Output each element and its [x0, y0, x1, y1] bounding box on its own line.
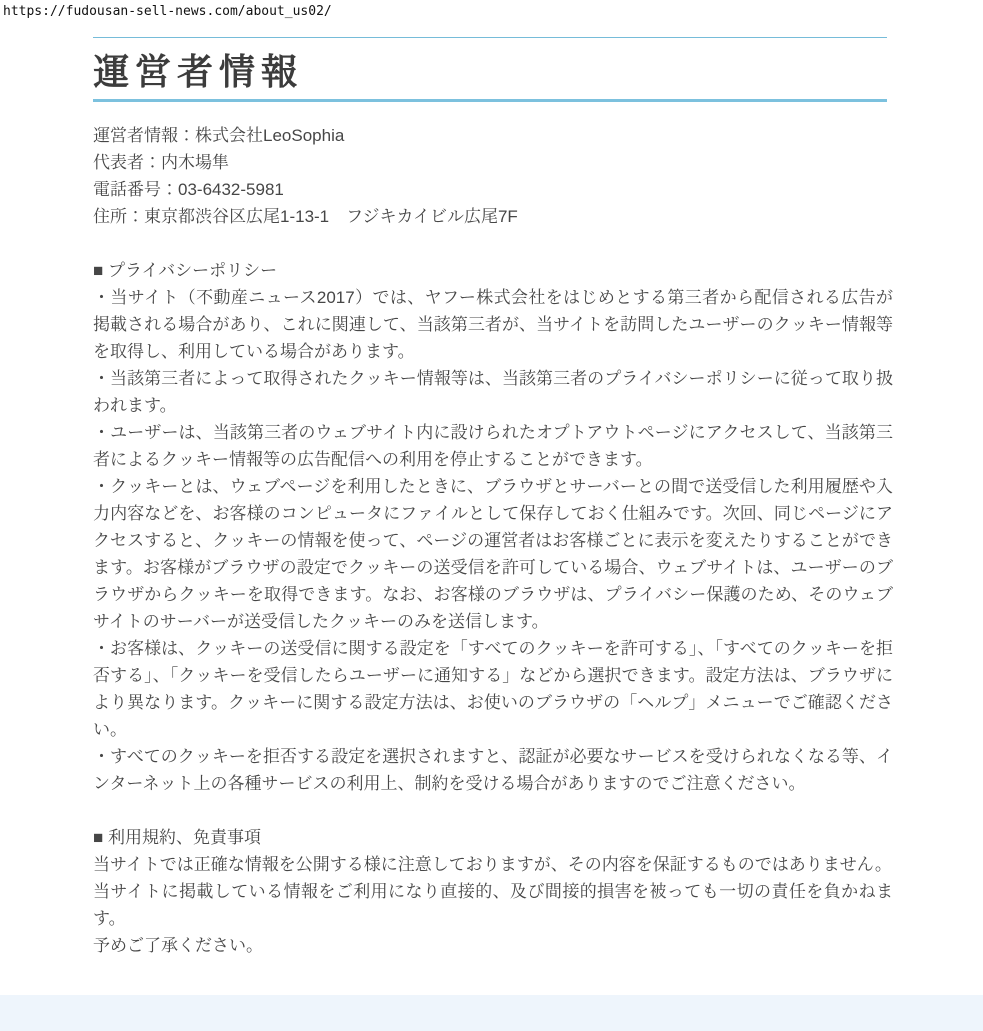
- accent-line-bottom: [93, 99, 887, 102]
- main-content: [93, 37, 893, 959]
- privacy-policy-paragraph: ・当該第三者によって取得されたクッキー情報等は、当該第三者のプライバシーポリシーに従って取り扱われます。: [93, 369, 893, 415]
- footer-bar: [0, 995, 983, 1031]
- privacy-policy-paragraph: ・クッキーとは、ウェブページを利用したときに、ブラウザとサーバーとの間で送受信した利用履歴や入力内容などを、お客様のコンピュータにファイルとして保存しておく仕組みです。次回、同じページにアクセスすると、クッキーの情報を使って、ページの運営者はお客様ごとに表示を変えたりすることができます。お客様がブラウザの設定でクッキーの送受信を許可している場合、ウェブサイトは、ユーザーのブラウザからクッキーを取得できます。なお、お客様のブラウザは、プライバシー保護のため、そのウェブサイトのサーバーが送受信したクッキーのみを送信します。: [93, 477, 893, 631]
- privacy-policy-paragraph: ・お客様は、クッキーの送受信に関する設定を「すべてのクッキーを許可する」、「すべてのクッキーを拒否する」、「クッキーを受信したらユーザーに通知する」などから選択できます。設定方法は、ブラウザにより異なります。クッキーに関する設定方法は、お使いのブラウザの「ヘルプ」メニューでご確認ください。: [93, 639, 893, 739]
- privacy-policy-paragraph: ・ユーザーは、当該第三者のウェブサイト内に設けられたオプトアウトページにアクセスして、当該第三者によるクッキー情報等の広告配信への利用を停止することができます。: [93, 423, 893, 469]
- page-title: 運営者情報: [93, 51, 304, 92]
- operator-phone-line: 電話番号：03-6432-5981: [93, 180, 284, 199]
- privacy-policy-heading: ■ プライバシーポリシー: [93, 261, 278, 280]
- terms-paragraph: 当サイトに掲載している情報をご利用になり直接的、及び間接的損害を被っても一切の責任を負かねます。: [93, 882, 893, 928]
- privacy-policy-paragraph: ・当サイト（不動産ニュース2017）では、ヤフー株式会社をはじめとする第三者から配信される広告が掲載される場合があり、これに関連して、当該第三者が、当サイトを訪問したユーザーのクッキー情報等を取得し、利用している場合があります。: [93, 288, 893, 361]
- operator-company-line: 運営者情報：株式会社LeoSophia: [93, 126, 345, 145]
- operator-representative-line: 代表者：内木場隼: [93, 153, 229, 172]
- page-url: https://fudousan-sell-news.com/about_us02/: [3, 4, 332, 19]
- operator-address-line: 住所：東京都渋谷区広尾1-13-1 フジキカイビル広尾7F: [93, 207, 518, 226]
- accent-line-top: [93, 37, 887, 38]
- privacy-policy-paragraph: ・すべてのクッキーを拒否する設定を選択されますと、認証が必要なサービスを受けられなくなる等、インターネット上の各種サービスの利用上、制約を受ける場合がありますのでご注意ください。: [93, 747, 893, 793]
- terms-paragraph: 当サイトでは正確な情報を公開する様に注意しておりますが、その内容を保証するものではありません。: [93, 855, 892, 874]
- privacy-policy-section: [93, 257, 893, 797]
- terms-paragraph: 予めご了承ください。: [93, 936, 263, 955]
- terms-disclaimer-heading: ■ 利用規約、免責事項: [93, 828, 261, 847]
- terms-disclaimer-section: [93, 824, 893, 959]
- operator-info-section: [93, 122, 893, 230]
